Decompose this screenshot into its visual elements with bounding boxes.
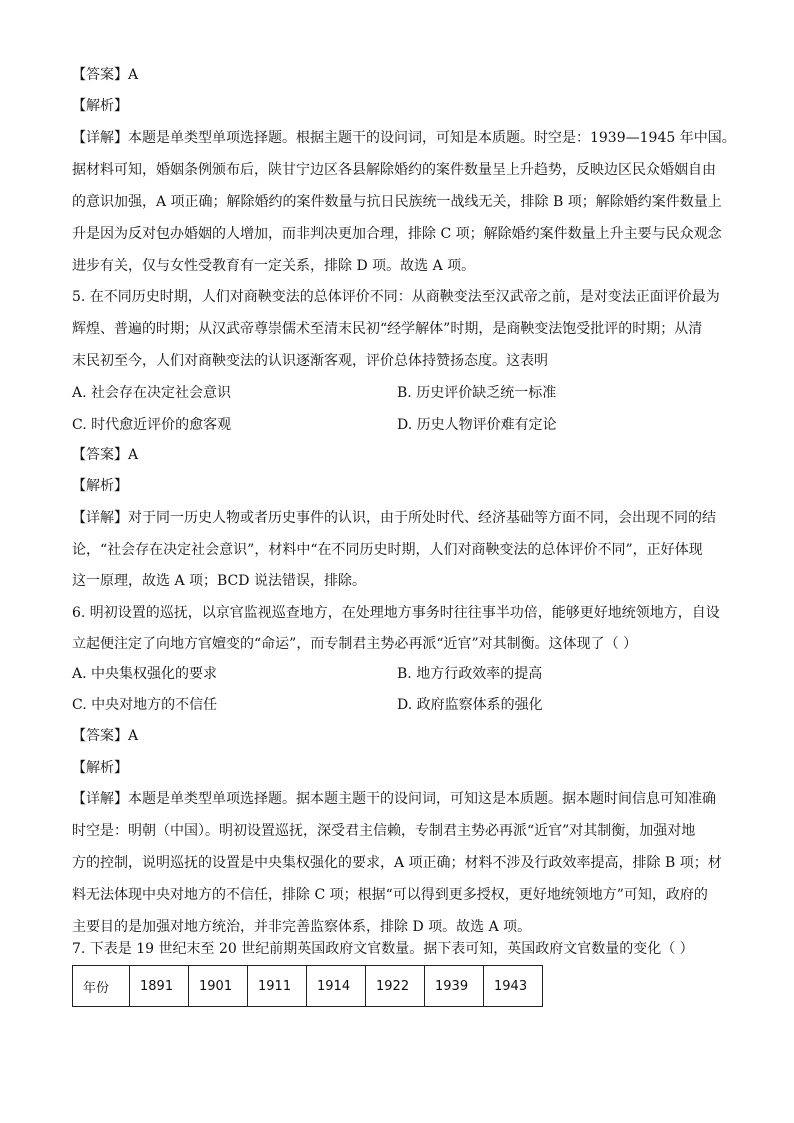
q6-stem-line: 6. 明初设置的巡抚，以京官监视巡查地方，在处理地方事务时往往事半功倍，能够更好地统领地方，自设 — [72, 605, 720, 621]
year-cell: 1911 — [248, 966, 307, 1007]
q7-stem: 7. 下表是 19 世纪末至 20 世纪前期英国政府文官数量。据下表可知，英国政府文官数量的变化（ ） — [72, 941, 694, 957]
q6-detail-line: 时空是：明朝（中国）。明初设置巡抚，深受君主信赖，专制君主势必再派“近官”对其制衡，加强对地 — [72, 823, 696, 839]
q4-detail-line: 的意识加强，A 项正确；解除婚约的案件数量与抗日民族统一战线无关，排除 B 项；解除婚约案件数量上 — [72, 194, 722, 210]
q6-options-row — [72, 664, 722, 684]
q5-stem-line: 辉煌、普遍的时期；从汉武帝尊崇儒术至清末民初“经学解体”时期，是商鞅变法饱受批评的时期；从清 — [72, 321, 703, 337]
q6-detail-line: 方的控制，说明巡抚的设置是中央集权强化的要求，A 项正确；材料不涉及行政效率提高，排除 B 项；材 — [72, 855, 722, 871]
q4-detail-line: 升是因为反对包办婚姻的人增加，而非判决更加合理，排除 C 项；解除婚约案件数量上升主要与民众观念 — [72, 226, 722, 242]
q5-detail-line: 这一原理，故选 A 项；BCD 说法错误，排除。 — [72, 573, 366, 589]
q6-options-row — [72, 695, 722, 715]
q5-option-c: C. 时代愈近评价的愈客观 — [72, 417, 232, 433]
q4-analysis-label: 【解析】 — [72, 98, 128, 114]
year-cell: 1939 — [425, 966, 484, 1007]
year-cell: 1901 — [189, 966, 248, 1007]
q6-detail-line: 料无法体现中央对地方的不信任，排除 C 项；根据“可以得到更多授权，更好地统领地方”可知，政府的 — [72, 887, 708, 903]
q5-answer: 【答案】A — [72, 447, 139, 463]
q6-option-c: C. 中央对地方的不信任 — [72, 697, 218, 713]
q5-detail-line: 【详解】对于同一历史人物或者历史事件的认识，由于所处时代、经济基础等方面不同，会出现不同的结 — [72, 510, 716, 526]
q6-option-d: D. 政府监察体系的强化 — [397, 697, 543, 713]
q4-detail-line: 进步有关，仅与女性受教育有一定关系，排除 D 项。故选 A 项。 — [72, 258, 476, 274]
q5-option-b: B. 历史评价缺乏统一标准 — [397, 385, 557, 401]
q6-option-b: B. 地方行政效率的提高 — [397, 666, 543, 682]
year-cell: 1914 — [307, 966, 366, 1007]
q5-option-d: D. 历史人物评价难有定论 — [397, 417, 557, 433]
q5-options-row — [72, 415, 722, 435]
year-cell: 1891 — [130, 966, 189, 1007]
q5-option-a: A. 社会存在决定社会意识 — [72, 385, 232, 401]
q4-detail-line: 【详解】本题是单类型单项选择题。根据主题干的设问词，可知是本质题。时空是：1939—1945 年中国。 — [72, 130, 736, 146]
table-header-cell: 年份 — [73, 966, 130, 1007]
q6-stem-line: 立起便注定了向地方官嬗变的“命运”，而专制君主势必再派“近官”对其制衡。这体现了（ ） — [72, 636, 638, 652]
q4-answer: 【答案】A — [72, 67, 139, 83]
year-cell: 1943 — [484, 966, 543, 1007]
year-cell: 1922 — [366, 966, 425, 1007]
q6-detail-line: 【详解】本题是单类型单项选择题。据本题主题干的设问词，可知这是本质题。据本题时间信息可知准确 — [72, 791, 716, 807]
q5-options-row — [72, 383, 722, 403]
q6-detail-line: 主要目的是加强对地方统治，并非完善监察体系，排除 D 项。故选 A 项。 — [72, 919, 532, 935]
q6-option-a: A. 中央集权强化的要求 — [72, 666, 218, 682]
q5-stem-line: 末民初至今，人们对商鞅变法的认识逐渐客观，评价总体持赞扬态度。这表明 — [72, 353, 548, 369]
q5-analysis-label: 【解析】 — [72, 478, 128, 494]
q6-analysis-label: 【解析】 — [72, 760, 128, 776]
table-row — [73, 966, 543, 1007]
q4-detail-line: 据材料可知，婚姻条例颁布后，陕甘宁边区各县解除婚约的案件数量呈上升趋势，反映边区民众婚姻自由 — [72, 162, 716, 178]
q5-stem-line: 5. 在不同历史时期，人们对商鞅变法的总体评价不同：从商鞅变法至汉武帝之前，是对变法正面评价最为 — [72, 289, 720, 305]
q6-answer: 【答案】A — [72, 728, 139, 744]
q5-detail-line: 论，“社会存在决定社会意识”，材料中“在不同历史时期，人们对商鞅变法的总体评价不同”，正好体现 — [72, 542, 703, 558]
civil-servant-table — [72, 965, 543, 1007]
